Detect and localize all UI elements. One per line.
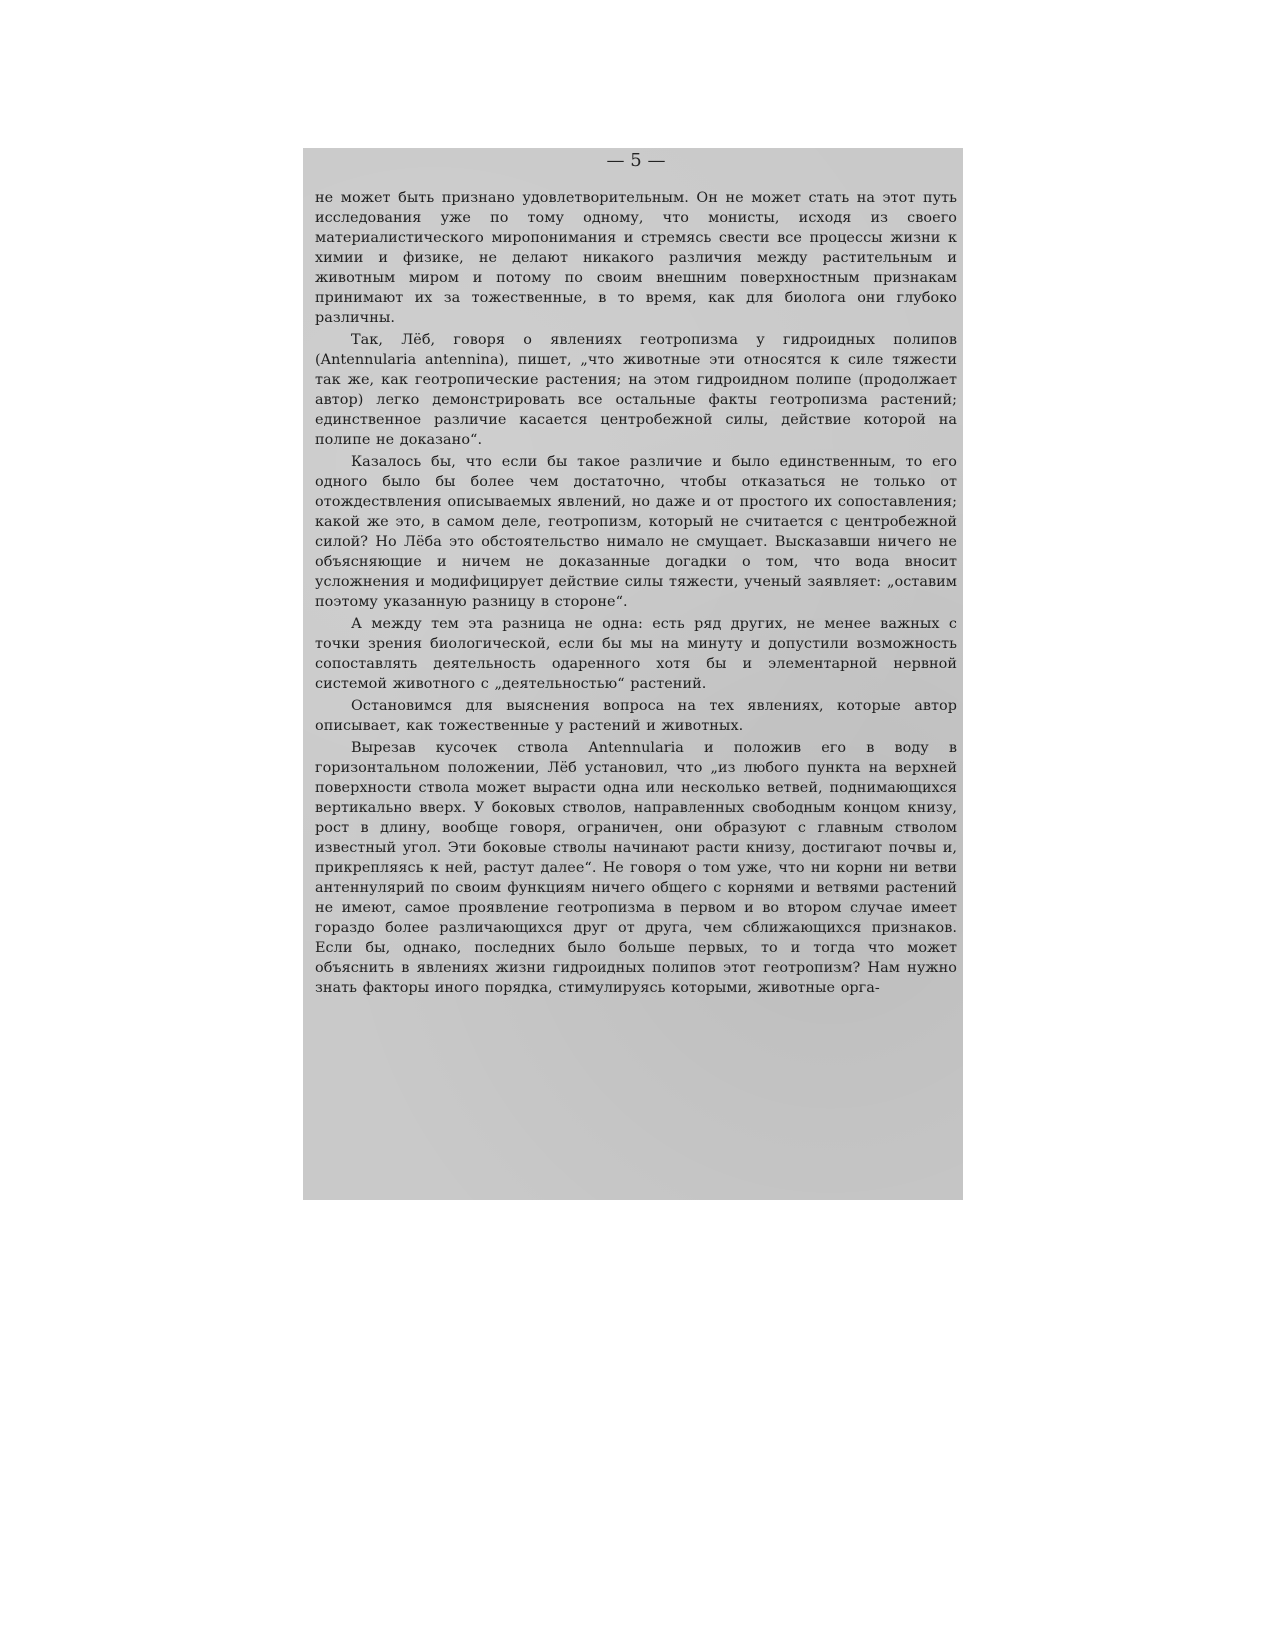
paragraph-loeb-geotropism: Так, Лёб, говоря о явлениях геотропизма у гидроидных полипов (Antennularia antennina), пишет, „что животные эти относятся к силе тяжести так же, как геотропические растения; на этом гидроидном полипе (продолжает автор) легко демонстрировать все остальные факты геотропизма растений; единственное различие касается центробежной силы, действие которой на полипе не доказано“. [315, 332, 957, 448]
paragraph-other-differences: А между тем эта разница не одна: есть ряд других, не менее важных с точки зрения биологической, если бы мы на минуту и допустили возможность сопоставлять деятельность одаренного хотя бы и элементарной нервной системой животного с „деятельностью“ растений. [315, 616, 957, 692]
paragraph-antennularia-experiment: Вырезав кусочек ствола Antennularia и положив его в воду в горизонтальном положении, Лёб установил, что „из любого пункта на верхней поверхности ствола может вырасти одна или несколько ветвей, поднимающихся вертикально вверх. У боковых стволов, направленных свободным концом книзу, рост в длину, вообще говоря, ограничен, они образуют с главным стволом известный угол. Эти боковые стволы начинают расти книзу, достигают почвы и, прикрепляясь к ней, растут далее“. Не говоря о том уже, что ни корни ни ветви антеннулярий по своим функциям ничего общего с корнями и ветвями растений не имеют, самое проявление геотропизма в первом и во втором случае имеет гораздо более различающихся друг от друга, чем сближающихся признаков. Если бы, однако, последних было больше первых, то и тогда что может объяснить в явлениях жизни гидроидных полипов этот геотропизм? Нам нужно знать факторы иного порядка, стимулируясь которыми, животные орга- [315, 740, 957, 996]
scanned-page [303, 148, 963, 1200]
page-body-text [315, 188, 957, 998]
paragraph-continuation: не может быть признано удовлетворительным. Он не может стать на этот путь исследования уже по тому одному, что монисты, исходя из своего материалистического миропонимания и стремясь свести все процессы жизни к химии и физике, не делают никакого различия между растительным и животным миром и потому по своим внешним поверхностным признакам принимают их за тожественные, в то время, как для биолога они глубоко различны. [315, 190, 957, 326]
page-number: — 5 — [606, 150, 666, 171]
paragraph-centrifugal-force: Казалось бы, что если бы такое различие и было единственным, то его одного было бы более чем достаточно, чтобы отказаться не только от отождествления описываемых явлений, но даже и от простого их сопоставления; какой же это, в самом деле, геотропизм, который не считается с центробежной силой? Но Лёба это обстоятельство нимало не смущает. Высказавши ничего не объясняющие и ничем не доказанные догадки о том, что вода вносит усложнения и модифицирует действие силы тяжести, ученый заявляет: „оставим поэтому указанную разницу в стороне“. [315, 454, 957, 610]
paragraph-clarification: Остановимся для выяснения вопроса на тех явлениях, которые автор описывает, как тожественные у растений и животных. [315, 698, 957, 734]
